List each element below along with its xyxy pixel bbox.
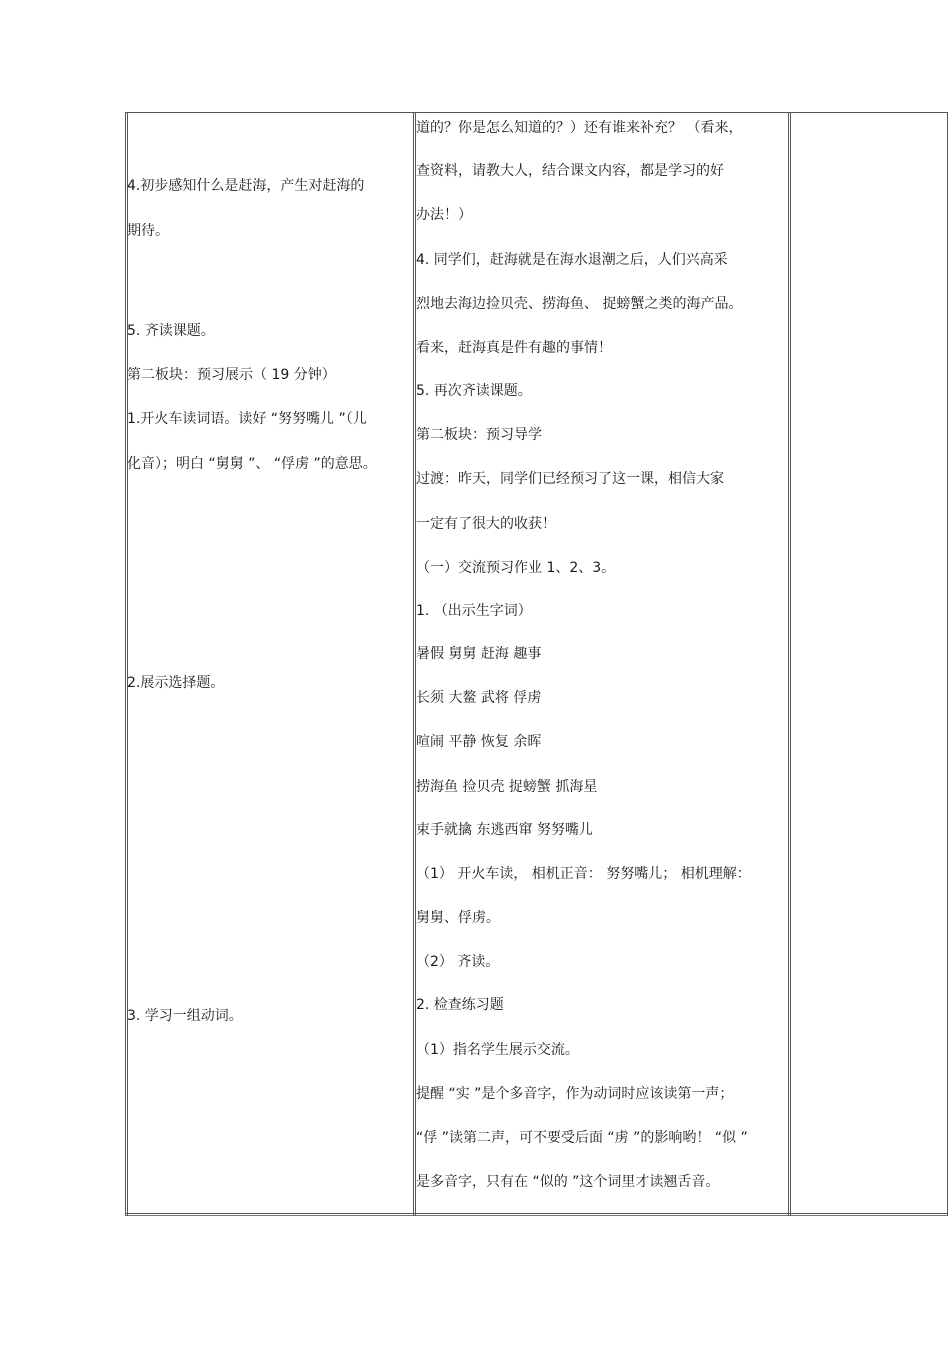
left-text-line: 4.初步感知什么是赶海，产生对赶海的 [127, 178, 365, 194]
column-divider-1 [413, 112, 414, 1216]
middle-text-line: （1）指名学生展示交流。 [416, 1042, 579, 1058]
middle-text-line: 看来，赶海真是件有趣的事情！ [416, 340, 612, 356]
left-text-line: 5. 齐读课题。 [127, 323, 215, 339]
column-divider-2 [788, 112, 789, 1216]
table-left-border [125, 112, 126, 1216]
column-divider-2-inner [790, 112, 791, 1216]
middle-text-line: 查资料，请教大人，结合课文内容，都是学习的好 [416, 163, 724, 179]
table-bottom-border [125, 1213, 948, 1216]
left-text-line: 期待。 [127, 223, 169, 239]
middle-text-line: 办法！） [416, 207, 472, 223]
middle-text-line: 舅舅、俘虏。 [416, 910, 500, 926]
vocabulary-row: 捞海鱼 捡贝壳 捉螃蟹 抓海星 [416, 779, 598, 795]
vocabulary-row: 长须 大鳌 武将 俘虏 [416, 690, 542, 706]
table-top-border [125, 112, 948, 113]
middle-text-line: 2. 检查练习题 [416, 997, 504, 1013]
section-heading: 第二板块：预习展示（ 19 分钟） [127, 367, 336, 383]
vocabulary-row: 喧闹 平静 恢复 余晖 [416, 734, 542, 750]
middle-text-line: 5. 再次齐读课题。 [416, 383, 532, 399]
middle-text-line: “俘 ”读第二声，可不要受后面 “虏 ”的影响哟！ “似 ” [416, 1130, 748, 1146]
section-heading: 第二板块：预习导学 [416, 427, 542, 443]
middle-text-line: （一）交流预习作业 1、2、3。 [416, 560, 616, 576]
table-right-border [947, 112, 948, 1216]
middle-text-line: 4. 同学们，赶海就是在海水退潮之后，人们兴高采 [416, 252, 728, 268]
middle-text-line: 烈地去海边捡贝壳、捞海鱼、 捉螃蟹之类的海产品。 [416, 296, 743, 312]
middle-text-line: 一定有了很大的收获！ [416, 516, 556, 532]
middle-text-line: （2） 齐读。 [416, 954, 500, 970]
vocabulary-row: 束手就擒 东逃西窜 努努嘴儿 [416, 822, 593, 838]
middle-text-line: 提醒 “实 ”是个多音字，作为动词时应该读第一声； [416, 1086, 734, 1102]
table-left-border-inner [127, 112, 128, 1216]
left-text-line: 化音）；明白 “舅舅 ”、 “俘虏 ”的意思。 [127, 456, 377, 472]
vocabulary-row: 暑假 舅舅 赶海 趣事 [416, 646, 542, 662]
left-text-line: 3. 学习一组动词。 [127, 1008, 243, 1024]
middle-text-line: 1. （出示生字词） [416, 603, 532, 619]
middle-text-line: 是多音字，只有在 “似的 ”这个词里才读翘舌音。 [416, 1174, 720, 1190]
middle-text-line: （1） 开火车读， 相机正音： 努努嘴儿； 相机理解： [416, 866, 751, 882]
middle-text-line: 道的？你是怎么知道的？）还有谁来补充？ （看来， [416, 120, 743, 136]
left-text-line: 1.开火车读词语。读好 “努努嘴儿 ”（儿 [127, 411, 367, 427]
middle-text-line: 过渡：昨天，同学们已经预习了这一课，相信大家 [416, 471, 724, 487]
left-text-line: 2.展示选择题。 [127, 675, 225, 691]
